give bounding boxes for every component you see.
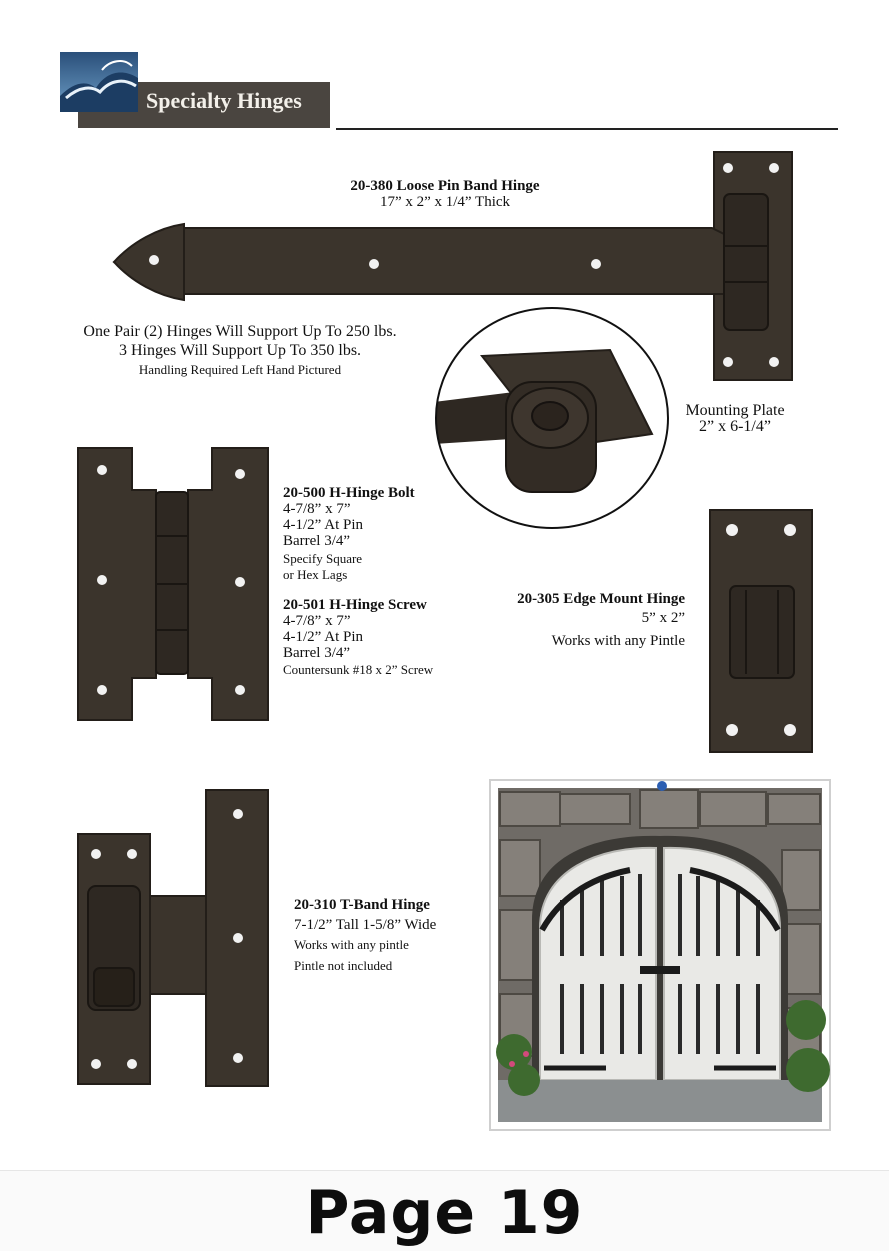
h-hinge-bolt-line1: 4-7/8” x 7” xyxy=(283,501,351,517)
wave-logo-image xyxy=(60,52,138,112)
band-hinge-handling: Handling Required Left Hand Pictured xyxy=(138,362,342,377)
section-title: Specialty Hinges xyxy=(146,88,302,113)
h-hinge-bolt-line3: Barrel 3/4” xyxy=(283,533,351,549)
t-band-size: 7-1/2” Tall 1-5/8” Wide xyxy=(294,917,437,933)
h-hinge-bolt-line5: or Hex Lags xyxy=(283,567,348,582)
band-hinge-support-1: One Pair (2) Hinges Will Support Up To 250 lbs. xyxy=(83,323,397,340)
gate-photo xyxy=(490,780,830,1130)
h-hinge-screw-line1: 4-7/8” x 7” xyxy=(283,613,351,629)
band-hinge-support-2: 3 Hinges Will Support Up To 350 lbs. xyxy=(118,342,362,359)
h-hinge-screw-line4: Countersunk #18 x 2” Screw xyxy=(283,662,434,677)
mounting-plate-size: 2” x 6-1/4” xyxy=(699,418,771,435)
h-hinge-image xyxy=(76,446,272,722)
h-hinge-screw-line2: 4-1/2” At Pin xyxy=(283,629,364,645)
band-hinge-name: 20-380 Loose Pin Band Hinge xyxy=(350,178,540,194)
h-hinge-bolt-line2: 4-1/2” At Pin xyxy=(283,517,364,533)
pin-closeup-image xyxy=(434,306,670,530)
edge-mount-size: 5” x 2” xyxy=(641,610,685,626)
page-number: Page 19 xyxy=(305,1178,584,1248)
mounting-plate-label: Mounting Plate xyxy=(685,402,785,419)
t-band-note1: Works with any pintle xyxy=(294,937,409,952)
t-band-name: 20-310 T-Band Hinge xyxy=(294,897,430,913)
edge-mount-hinge-image xyxy=(708,508,814,754)
edge-mount-name: 20-305 Edge Mount Hinge xyxy=(517,591,685,607)
h-hinge-screw-name: 20-501 H-Hinge Screw xyxy=(283,597,427,613)
t-band-hinge-image xyxy=(76,788,272,1088)
t-band-note2: Pintle not included xyxy=(294,958,393,973)
edge-mount-note: Works with any Pintle xyxy=(551,633,685,649)
h-hinge-bolt-name: 20-500 H-Hinge Bolt xyxy=(283,485,415,501)
h-hinge-screw-line3: Barrel 3/4” xyxy=(283,645,351,661)
h-hinge-bolt-line4: Specify Square xyxy=(283,551,363,566)
header-rule xyxy=(336,128,838,130)
band-hinge-size: 17” x 2” x 1/4” Thick xyxy=(379,194,511,210)
